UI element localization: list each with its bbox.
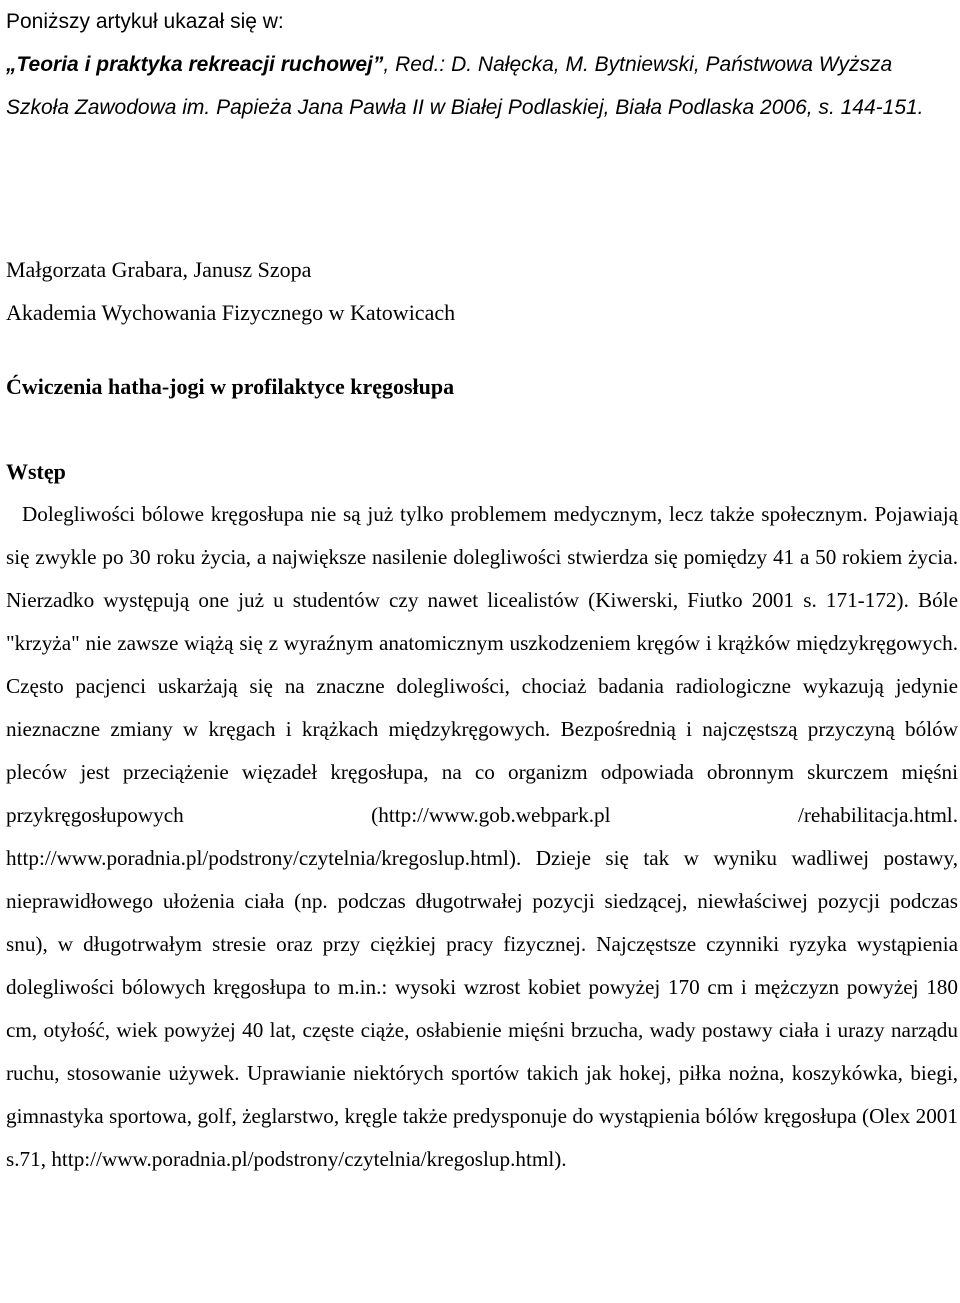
- article-title: Ćwiczenia hatha-jogi w profilaktyce kręgosłupa: [6, 374, 455, 399]
- body-paragraph: Dolegliwości bólowe kręgosłupa nie są już tylko problemem medycznym, lecz także społecznym. Pojawiają się zwykle po 30 roku życia, a największe nasilenie dolegliwości stwierdza się pomiędzy 41 a 50 rokiem życia. Nierzadko występują one już u studentów czy nawet licealistów (Kiwerski, Fiutko 2001 s. 171-172). Bóle "krzyża" nie zawsze wiążą się z wyraźnym anatomicznym uszkodzeniem kręgów i krążków międzykręgowych. Często pacjenci uskarżają się na znaczne dolegliwości, chociaż badania radiologiczne wykazują jedynie nieznaczne zmiany w kręgach i krążkach międzykręgowych. Bezpośrednią i najczęstszą przyczyną bólów pleców jest przeciążenie więzadeł kręgosłupa, na co organizm odpowiada obronnym skurczem mięśni przykręgosłupowych (http://www.gob.webpark.pl /rehabilitacja.html. http://www.poradnia.pl/podstrony/czytelnia/kregoslup.html). Dzieje się tak w wyniku wadliwej postawy, nieprawidłowego ułożenia ciała (np. podczas długotrwałej pozycji siedzącej, niewłaściwej pozycji podczas snu), w długotrwałym stresie oraz przy ciężkiej pracy fizycznej. Najczęstsze czynniki ryzyka wystąpienia dolegliwości bólowych kręgosłupa to m.in.: wysoki wzrost kobiet powyżej 170 cm i mężczyzn powyżej 180 cm, otyłość, wiek powyżej 40 lat, częste ciąże, osłabienie mięśni brzucha, wady postawy ciała i urazy narządu ruchu, stosowanie używek. Uprawianie niektórych sportów takich jak hokej, piłka nożna, koszykówka, biegi, gimnastyka sportowa, golf, żeglarstwo, kręgle także predysponuje do wystąpienia bólów kręgosłupa (Olex 2001 s.71, http://www.poradnia.pl/podstrony/czytelnia/kregoslup.html).: [6, 502, 958, 1171]
- authors-block: [6, 248, 455, 334]
- author-names: Małgorzata Grabara, Janusz Szopa: [6, 257, 312, 282]
- section-heading: Wstęp: [6, 459, 66, 484]
- source-note-label: Poniższy artykuł ukazał się w:: [6, 10, 284, 33]
- document-page: [6, 0, 958, 1171]
- source-details: , Red.: D. Nałęcka, M. Bytniewski, Państwowa Wyższa Szkoła Zawodowa im. Papieża Jana Pawła II w Białej Podlaskiej, Biała Podlaska 2006, s. 144-151.: [6, 53, 924, 119]
- source-book-title: „Teoria i praktyka rekreacji ruchowej”: [6, 53, 384, 76]
- source-note: [6, 0, 958, 129]
- author-affiliation: Akademia Wychowania Fizycznego w Katowicach: [6, 300, 456, 325]
